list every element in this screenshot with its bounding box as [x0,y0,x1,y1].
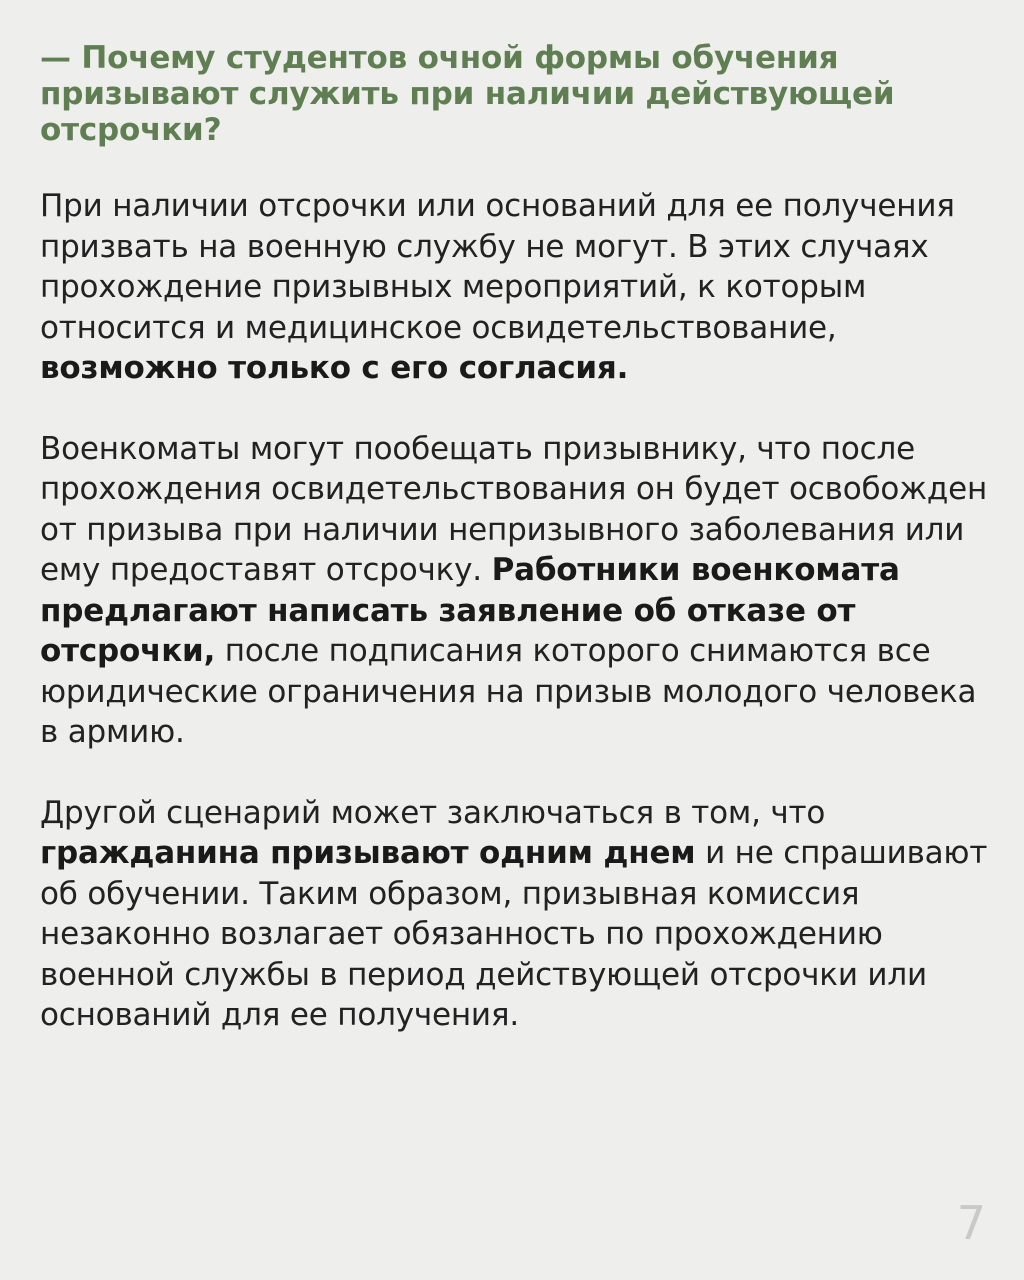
paragraph-2 [40,429,990,753]
paragraph-2-text-start: Военкоматы могут пообещать призывнику, что после прохождения освидетельствования он будет освобожден от призыва при наличии непризывного заболевания или ему предоставят отсрочку. [40,430,988,588]
paragraph-3-emphasis: гражданина призывают одним днем [40,835,696,871]
paragraph-1-emphasis: возможно только с его согласия. [40,350,629,386]
paragraph-2-emphasis: Работники военкомата предлагают написать заявление об отказе от отсрочки, [40,552,900,669]
paragraph-3-text-start: Другой сценарий может заключаться в том, что [40,794,826,831]
page-number: 7 [956,1196,986,1250]
document-page [40,40,990,1036]
paragraph-1 [40,186,990,389]
question-heading: — Почему студентов очной формы обучения призывают служить при наличии действующей отсрочки? [40,40,895,148]
paragraph-3 [40,793,990,1036]
paragraph-2-text-end: после подписания которого снимаются все юридические ограничения на призыв молодого человека в армию. [40,633,977,750]
paragraph-1-text: При наличии отсрочки или оснований для ее получения призвать на военную службу не могут. В этих случаях прохождение призывных мероприятий, к которым относится и медицинское освидетельствование, [40,188,955,346]
paragraph-3-text-end: и не спрашивают об обучении. Таким образом, призывная комиссия незаконно возлагает обязанность по прохождению военной службы в период действующей отсрочки или оснований для ее получения. [40,835,988,1033]
